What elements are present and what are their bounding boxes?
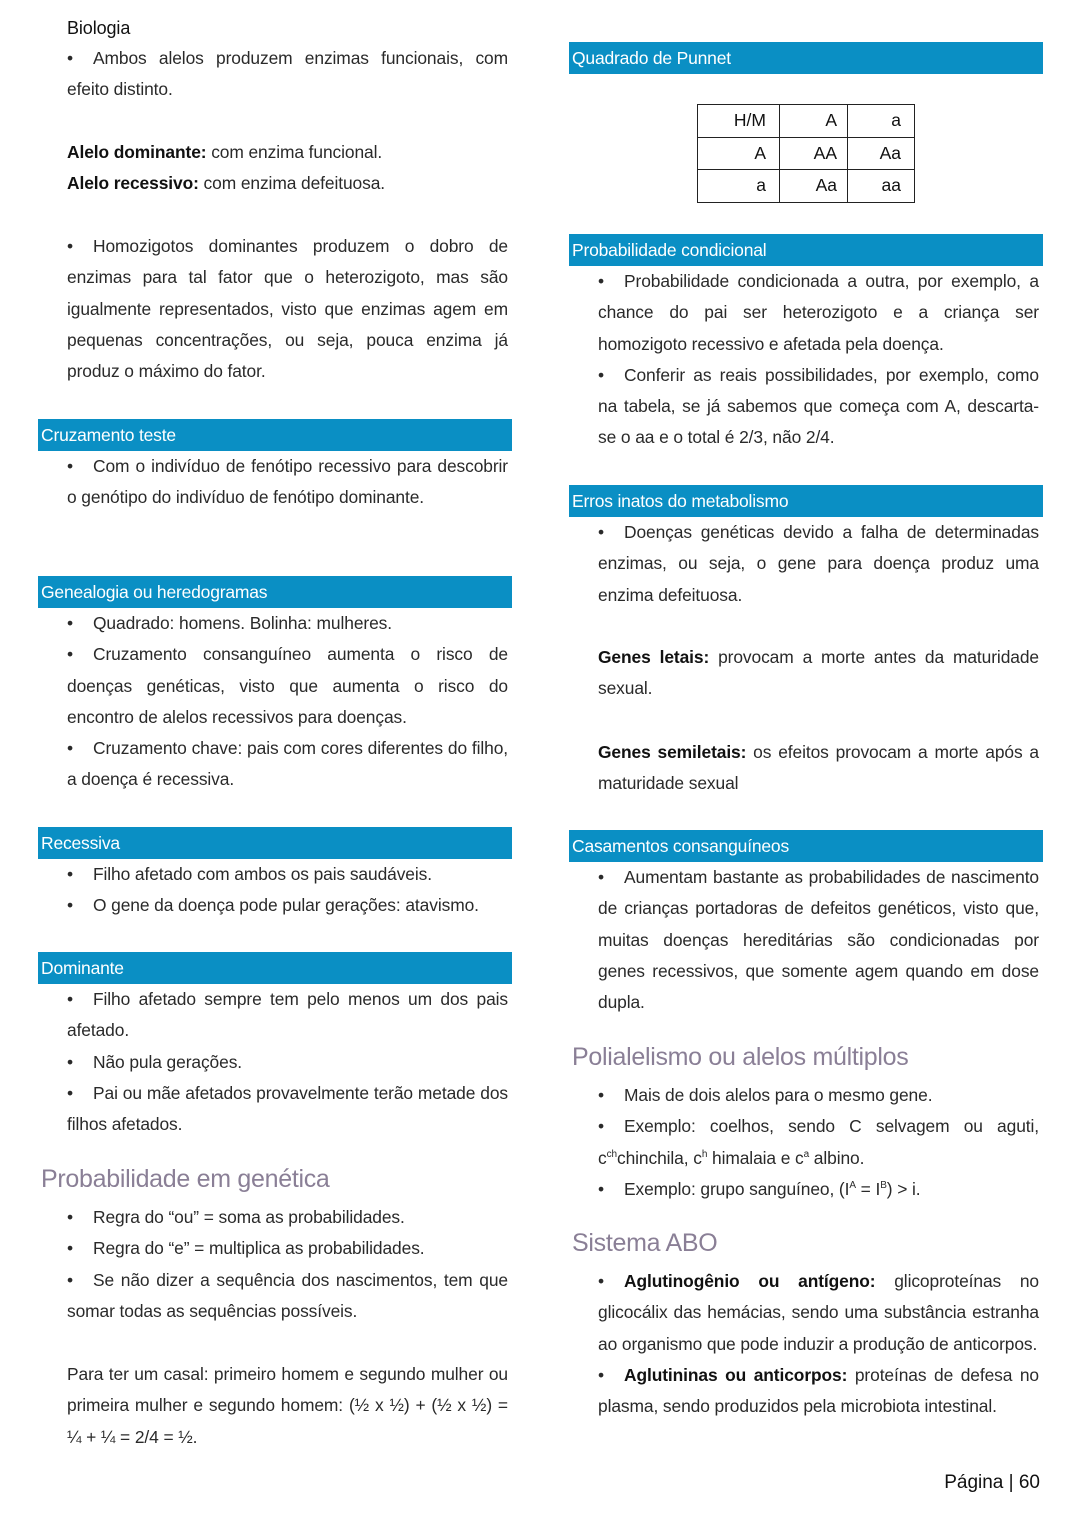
section-header-dominante: Dominante: [38, 952, 512, 984]
list-item: • Exemplo: coelhos, sendo C selvagem ou aguti, $c^{ch}chinchila$, $c^h$ himalaia e $c^a$ albino.: [569, 1111, 1043, 1174]
section-header-probabilidade-condicional: Probabilidade condicional: [569, 234, 1043, 266]
list-item: • Quadrado: homens. Bolinha: mulheres.: [38, 608, 512, 639]
list-item: • Pai ou mãe afetados provavelmente terão metade dos filhos afetados.: [38, 1078, 512, 1141]
table-cell: a: [698, 170, 780, 203]
list-item: • Exemplo: grupo sanguíneo, $(I^A = I^B) > i$.: [569, 1174, 1043, 1205]
bullet-icon: •: [67, 738, 73, 759]
bullet-icon: •: [598, 1116, 604, 1137]
section-title-sistema-abo: Sistema ABO: [572, 1229, 718, 1257]
section-title-probabilidade-genetica: Probabilidade em genética: [41, 1165, 330, 1193]
section-header-recessiva: Recessiva: [38, 827, 512, 859]
list-item: • Regra do “e” = multiplica as probabilidades.: [38, 1233, 512, 1264]
cruzamento-teste-bullet: • Com o indivíduo de fenótipo recessivo para descobrir o genótipo do indivíduo de fenótipo dominante.: [38, 451, 512, 514]
list-item: • Aglutinogênio ou antígeno: glicoproteínas no glicocálix das hemácias, sendo uma substância estranha ao organismo que pode induzir a produção de anticorpos.: [569, 1266, 1043, 1360]
list-item: • Se não dizer a sequência dos nascimentos, tem que somar todas as sequências possíveis.: [38, 1265, 512, 1328]
genes-semiletais-definition: Genes semiletais: os efeitos provocam a morte após a maturidade sexual: [598, 742, 1039, 794]
bullet-icon: •: [598, 1364, 604, 1385]
list-item: • Filho afetado sempre tem pelo menos um dos pais afetado.: [38, 984, 512, 1047]
bullet-icon: •: [67, 989, 73, 1009]
list-item: • Probabilidade condicionada a outra, por exemplo, a chance do pai ser heterozigoto e a criança ser homozigoto recessivo e afetada pela doença.: [569, 266, 1043, 360]
bullet-icon: •: [67, 48, 73, 68]
list-item: • Conferir as reais possibilidades, por exemplo, como na tabela, se já sabemos que começa com A, descarta-se o aa e o total é 2/3, não 2/4.: [569, 360, 1043, 454]
erros-inatos-bullet: • Doenças genéticas devido a falha de determinadas enzimas, ou seja, o gene para doença produz uma enzima defeituosa.: [569, 517, 1043, 611]
table-cell: aa: [848, 170, 915, 203]
genealogia-list: [38, 608, 512, 796]
casamentos-bullet: • Aumentam bastante as probabilidades de nascimento de crianças portadoras de defeitos genéticos, visto que, muitas doenças hereditárias são condicionadas por genes recessivos, que somente agem quando em dose dupla.: [569, 862, 1043, 1018]
dominante-list: [38, 984, 512, 1140]
section-header-punnet: Quadrado de Punnet: [569, 42, 1043, 74]
codominance-bullet: • Ambos alelos produzem enzimas funcionais, com efeito distinto.: [38, 43, 512, 106]
table-cell: A: [698, 137, 780, 170]
casal-probability-paragraph: Para ter um casal: primeiro homem e segundo mulher ou primeira mulher e segundo homem: (½ x ½) + (½ x ½) = ¼ + ¼ = 2/4 = ½.: [67, 1364, 508, 1447]
polialelismo-list: [569, 1080, 1043, 1205]
table-cell: Aa: [780, 170, 848, 203]
section-header-erros-inatos: Erros inatos do metabolismo: [569, 485, 1043, 517]
bullet-icon: •: [598, 271, 604, 291]
bullet-icon: •: [67, 613, 73, 633]
bullet-icon: •: [67, 1207, 73, 1227]
list-item: • Aglutininas ou anticorpos: proteínas de defesa no plasma, sendo produzidos pela microbiota intestinal.: [569, 1360, 1043, 1423]
bullet-icon: •: [598, 867, 604, 887]
homozygote-bullet: • Homozigotos dominantes produzem o dobro de enzimas para tal fator que o heterozigoto, mas são igualmente representados, visto que enzimas agem em pequenas concentrações, ou seja, pouca enzima já produz o máximo do fator.: [38, 231, 512, 387]
table-cell: AA: [780, 137, 848, 170]
bullet-icon: •: [67, 644, 73, 665]
bullet-icon: •: [67, 236, 73, 256]
bullet-icon: •: [598, 1178, 604, 1199]
probabilidade-genetica-list: [38, 1202, 512, 1327]
page-number: Página | 60: [944, 1472, 1040, 1493]
list-item: • Filho afetado com ambos os pais saudáveis.: [38, 859, 512, 890]
section-header-cruzamento-teste: Cruzamento teste: [38, 419, 512, 451]
bullet-icon: •: [67, 864, 73, 884]
bullet-icon: •: [67, 1269, 73, 1290]
sistema-abo-list: [569, 1266, 1043, 1422]
table-cell: H/M: [698, 105, 780, 138]
section-header-casamentos: Casamentos consanguíneos: [569, 830, 1043, 862]
recessiva-list: [38, 859, 512, 922]
list-item: • Regra do “ou” = soma as probabilidades.: [38, 1202, 512, 1233]
running-header: Biologia: [67, 18, 131, 38]
section-header-genealogia: Genealogia ou heredogramas: [38, 576, 512, 608]
list-item: • Não pula gerações.: [38, 1047, 512, 1078]
bullet-icon: •: [67, 895, 73, 916]
bullet-icon: •: [67, 456, 73, 476]
bullet-icon: •: [67, 1051, 73, 1072]
dominant-allele-definition: Alelo dominante: com enzima funcional.: [67, 142, 383, 162]
bullet-icon: •: [598, 364, 604, 385]
recessive-allele-definition: Alelo recessivo: com enzima defeituosa.: [67, 173, 385, 193]
genes-letais-definition: Genes letais: provocam a morte antes da maturidade sexual.: [598, 647, 1039, 699]
bullet-icon: •: [67, 1238, 73, 1259]
bullet-icon: •: [67, 1082, 73, 1103]
table-cell: Aa: [848, 137, 915, 170]
list-item: • Cruzamento consanguíneo aumenta o risco de doenças genéticas, visto que aumenta o risco do encontro de alelos recessivos para doenças.: [38, 639, 512, 733]
section-title-polialelismo: Polialelismo ou alelos múltiplos: [572, 1043, 909, 1071]
list-item: • O gene da doença pode pular gerações: atavismo.: [38, 890, 512, 921]
table-row: [698, 105, 915, 138]
list-item: • Mais de dois alelos para o mesmo gene.: [569, 1080, 1043, 1111]
table-cell: a: [848, 105, 915, 138]
probabilidade-condicional-list: [569, 266, 1043, 454]
table-cell: A: [780, 105, 848, 138]
list-item: • Cruzamento chave: pais com cores diferentes do filho, a doença é recessiva.: [38, 733, 512, 796]
bullet-icon: •: [598, 1271, 604, 1291]
bullet-icon: •: [598, 1085, 604, 1105]
table-row: [698, 170, 915, 203]
bullet-icon: •: [598, 522, 604, 542]
punnet-square-table: [697, 104, 915, 203]
table-row: [698, 137, 915, 170]
